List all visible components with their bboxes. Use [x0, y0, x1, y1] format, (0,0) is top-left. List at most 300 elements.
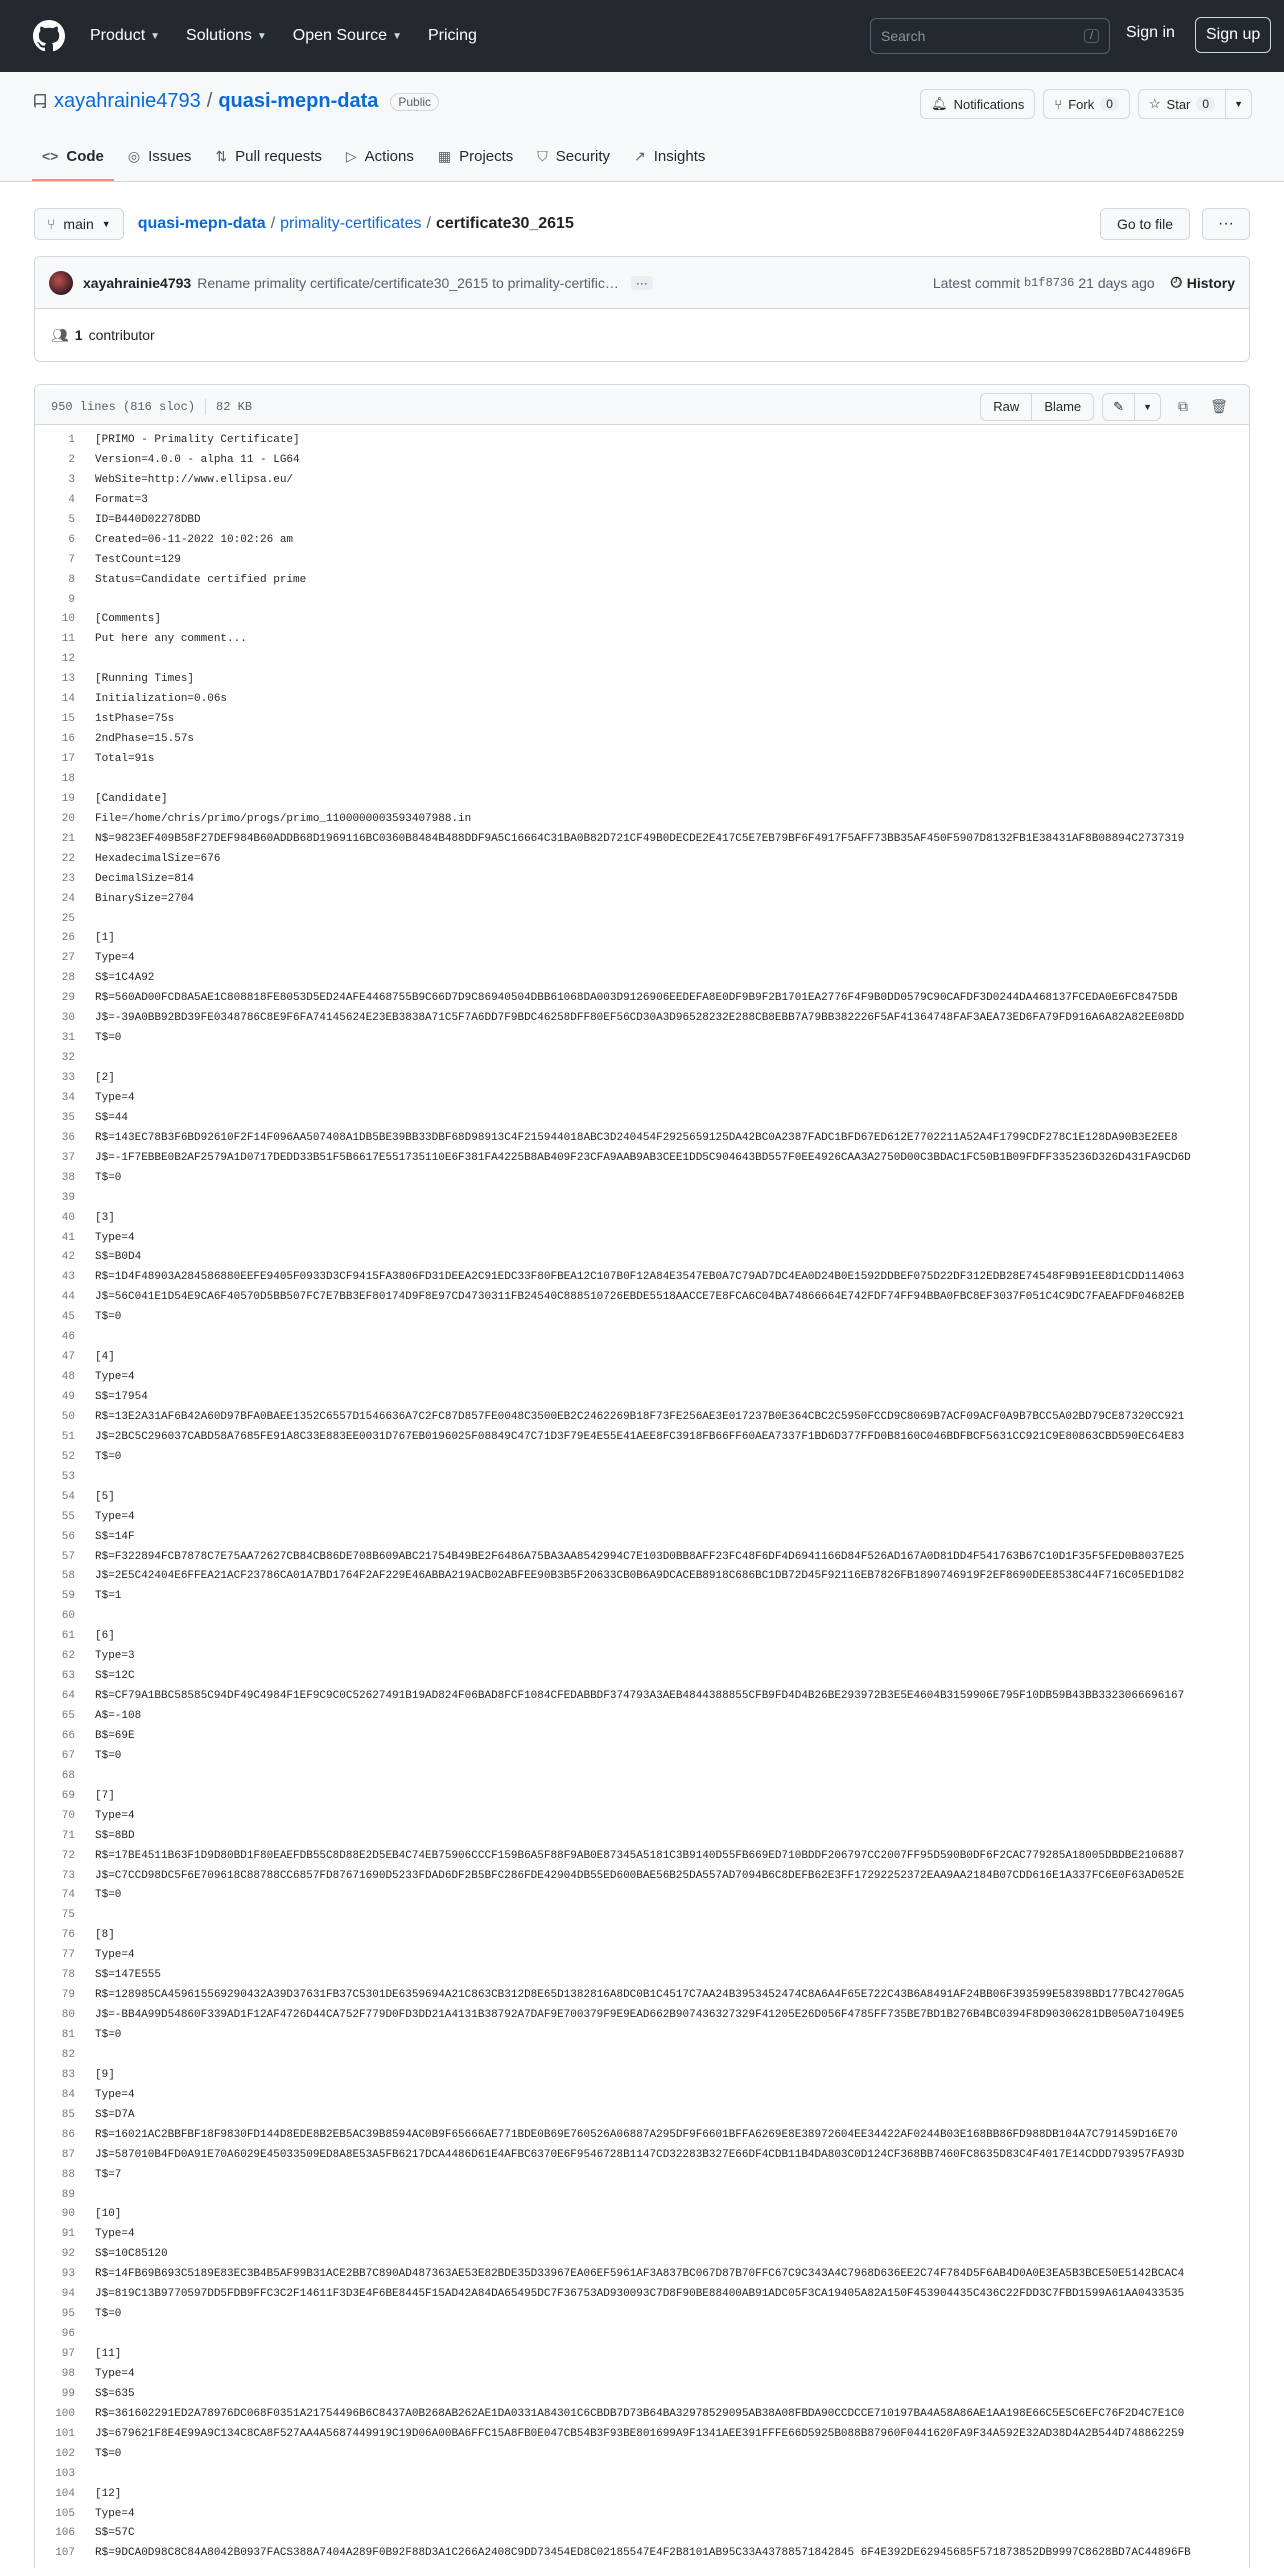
- tab-insights[interactable]: [624, 133, 715, 181]
- line-content: Type=4: [95, 2507, 135, 2520]
- line-number[interactable]: 49: [61, 1391, 75, 1403]
- github-logo-icon[interactable]: [32, 19, 66, 53]
- copy-icon[interactable]: ⧉: [1178, 398, 1188, 414]
- line-number[interactable]: 86: [61, 2128, 75, 2141]
- repo-name-link[interactable]: quasi-mepn-data: [218, 90, 379, 112]
- line-number[interactable]: 37: [61, 1151, 75, 1164]
- line-content: [Comments]: [95, 613, 162, 626]
- repo-tabs: [32, 133, 715, 181]
- code-line: [35, 1348, 1249, 1368]
- code-line: [35, 2544, 1249, 2564]
- line-content: [75, 770, 95, 790]
- line-number[interactable]: 46: [61, 1331, 75, 1344]
- line-number[interactable]: 75: [61, 1909, 75, 1922]
- raw-button[interactable]: Raw: [993, 399, 1020, 414]
- line-content: [Running Times]: [95, 673, 195, 686]
- line-number[interactable]: 97: [61, 2348, 75, 2360]
- code-line: [35, 1847, 1249, 1867]
- line-number[interactable]: 71: [61, 1829, 75, 1842]
- commit-message-link[interactable]: Rename primality certificate/certificate30_2615 to primality-certific…: [197, 274, 619, 291]
- line-number[interactable]: 27: [61, 952, 75, 965]
- repo-actions: [920, 89, 1252, 119]
- line-content: T$=0: [95, 1032, 122, 1045]
- line-content: Version=4.0.0 - alpha 11 - LG64: [95, 453, 300, 466]
- chevron-down-icon: ▼: [392, 30, 402, 42]
- code-line: [35, 1408, 1249, 1428]
- line-number[interactable]: 95: [61, 2308, 75, 2321]
- line-content: S$=8BD: [95, 1829, 135, 1842]
- line-content: R$=9DCA0D98C8C84A8042B0937FACS388A7404A289F0B92F88D3A1C266A2408C9DD73454ED8C02185547E4F2B8101AB95C33A43788571842845 6F4E392DE62945685F571873852DB9997C8628BD7AC44896FB: [95, 2547, 1191, 2560]
- line-number[interactable]: 57: [61, 1550, 75, 1563]
- line-number[interactable]: 93: [61, 2268, 75, 2281]
- commit-meta: [933, 274, 1235, 291]
- code-line: [35, 2285, 1249, 2305]
- line-number[interactable]: 22: [61, 852, 75, 865]
- star-label: Star: [1166, 96, 1191, 112]
- line-number[interactable]: 35: [61, 1111, 75, 1124]
- code-line: [35, 1966, 1249, 1986]
- breadcrumb-folder-link[interactable]: primality-certificates: [280, 215, 422, 232]
- branch-selector[interactable]: [34, 208, 124, 240]
- line-number[interactable]: 59: [61, 1590, 75, 1603]
- line-content: HexadecimalSize=676: [95, 852, 221, 865]
- fork-button[interactable]: [1043, 89, 1130, 119]
- line-number[interactable]: 56: [61, 1530, 75, 1543]
- expand-commit-button[interactable]: ···: [631, 276, 653, 290]
- line-number[interactable]: 82: [61, 2048, 75, 2061]
- code-line: [35, 2046, 1249, 2066]
- line-content: S$=147E555: [95, 1969, 162, 1982]
- line-content: Type=4: [95, 2367, 135, 2380]
- code-line: [35, 2265, 1249, 2285]
- sign-in-link[interactable]: Sign in: [1126, 24, 1175, 41]
- code-line: [35, 1548, 1249, 1568]
- notifications-button[interactable]: [920, 89, 1035, 119]
- line-content: T$=1: [95, 1590, 122, 1603]
- code-line: [35, 790, 1249, 810]
- line-number[interactable]: 92: [61, 2248, 75, 2261]
- code-line: [35, 630, 1249, 650]
- line-content: [8]: [95, 1929, 115, 1942]
- line-content: Created=06-11-2022 10:02:26 am: [95, 533, 294, 546]
- code-line: [35, 2365, 1249, 2385]
- code-line: [35, 2445, 1249, 2465]
- code-line: [35, 690, 1249, 710]
- history-button[interactable]: [1171, 274, 1235, 291]
- tab-pull-requests[interactable]: [205, 133, 331, 181]
- line-number[interactable]: 18: [61, 772, 75, 785]
- line-number[interactable]: 31: [61, 1032, 75, 1045]
- contributors-count: 1: [74, 327, 83, 343]
- line-content: [75, 591, 95, 611]
- code-line: [35, 1009, 1249, 1029]
- line-content: S$=B0D4: [95, 1251, 142, 1264]
- tab-security-label: Security: [555, 147, 610, 165]
- commit-author-link[interactable]: xayahrainie4793: [83, 274, 192, 291]
- code-line: [35, 571, 1249, 591]
- line-number[interactable]: 7: [68, 553, 75, 566]
- line-number[interactable]: 3: [68, 473, 75, 486]
- line-content: Initialization=0.06s: [95, 693, 228, 706]
- file-lines-info: 950 lines (816 sloc): [51, 399, 196, 414]
- code-line: [35, 1886, 1249, 1906]
- breadcrumb-repo-link[interactable]: quasi-mepn-data: [137, 215, 266, 232]
- line-number[interactable]: 98: [61, 2367, 75, 2380]
- line-number[interactable]: 100: [55, 2407, 75, 2420]
- edit-group: [1102, 393, 1161, 421]
- line-content: [75, 1468, 95, 1488]
- line-number[interactable]: 1: [68, 434, 75, 446]
- line-number[interactable]: 91: [61, 2228, 75, 2241]
- line-content: Type=4: [95, 1510, 135, 1523]
- line-number[interactable]: 33: [61, 1072, 75, 1084]
- line-number[interactable]: 32: [61, 1052, 75, 1065]
- code-line: [35, 989, 1249, 1009]
- line-number[interactable]: 94: [61, 2288, 75, 2301]
- code-line: [35, 929, 1249, 949]
- commit-sha-link[interactable]: b1f8736: [1023, 275, 1075, 290]
- line-number[interactable]: 14: [61, 693, 75, 706]
- nav-open-source[interactable]: [293, 27, 402, 45]
- line-content: J$=587010B4FD0A91E70A6029E45033509ED8A8E53A5FB6217DCA4486D61E4AFBC6370E6F9546728B1147CD32283B327E66DF4CDB11B4DA803C0D124CF368BB7460FC8635D83C4F4017E14CDDD793957FA93D: [95, 2148, 1185, 2161]
- line-content: J$=679621F8E4E99A9C134C8CA8F527AA4A5687449919C19D06A00BA6FFC15A8FB0E047CB54B3F93BE801699A9F1341AEE391FFFE66D5925B088B87960F0441620FA9F34A592E32AD38D4A2B544D748862259: [95, 2427, 1185, 2440]
- line-content: S$=14F: [95, 1530, 135, 1543]
- line-content: T$=0: [95, 1311, 122, 1324]
- line-number[interactable]: 17: [61, 753, 75, 765]
- line-number[interactable]: 78: [61, 1969, 75, 1982]
- breadcrumb-row: [34, 208, 1250, 240]
- line-number[interactable]: 84: [61, 2088, 75, 2101]
- line-number[interactable]: 40: [61, 1211, 75, 1224]
- code-line: [35, 2245, 1249, 2265]
- line-number[interactable]: 102: [55, 2447, 75, 2460]
- line-number[interactable]: 69: [61, 1789, 75, 1802]
- chevron-down-icon[interactable]: ▼: [1134, 394, 1160, 420]
- branch-icon: ⑂: [47, 216, 56, 232]
- line-number[interactable]: 19: [61, 792, 75, 805]
- line-content: R$=14FB69B693C5189E83EC3B4B5AF99B31ACE2BB7C890AD487363AE53E82BDE35D33967EA06EF5961AF3A837BC067D87B70FFC67C9C343A4C7968D636EE2C74F784D5F6AB4D0A0E3EA5B3BCE50E5142BCAC4: [95, 2268, 1185, 2281]
- fork-label: Fork: [1068, 96, 1095, 112]
- search-input[interactable]: [870, 18, 1110, 54]
- nav-product-label: Product: [90, 27, 146, 44]
- go-to-file-button[interactable]: Go to file: [1100, 208, 1190, 240]
- file-viewer: [34, 384, 1250, 2568]
- line-number[interactable]: 12: [61, 653, 75, 666]
- nav-pricing[interactable]: [428, 27, 477, 45]
- tab-issues[interactable]: [118, 133, 202, 181]
- line-content: J$=-1F7EBBE0B2AF2579A1D0717DEDD33B51F5B6617E551735110E6F381FA4225B8AB409F23CFA9AAB9AB3CEE1DD5C904643BD557F0EE4926CAA3A2750D00C3BDAC1FC50B1B09FDFF335236D326D431FA9CD6D: [95, 1151, 1191, 1164]
- line-content: [4]: [95, 1351, 115, 1364]
- line-content: J$=2E5C42404E6FFEA21ACF23786CA01A7BD1764F2AF229E46ABBA219ACB02ABFEE90B3B5F20633CB0B6A9DCACEB8918C686BC1DB72D45F92116EB7826FB1890746919F2EF8690DEE8538C44F716C05ED1D82: [95, 1570, 1185, 1583]
- code-line: [35, 1109, 1249, 1129]
- code-line: [35, 1807, 1249, 1827]
- line-number[interactable]: 41: [61, 1231, 75, 1244]
- line-content: T$=0: [95, 2308, 122, 2321]
- line-content: BinarySize=2704: [95, 892, 195, 905]
- tab-insights-label: Insights: [653, 147, 706, 165]
- code-line: [35, 1707, 1249, 1727]
- line-number[interactable]: 104: [55, 2487, 75, 2500]
- line-number[interactable]: 54: [61, 1490, 75, 1503]
- code-line: [35, 1727, 1249, 1747]
- line-number[interactable]: 28: [61, 972, 75, 985]
- line-content: R$=F322894FCB7878C7E75AA72627CB84CB86DE708B609ABC21754B49BE2F6486A75BA3AA8542994C7E103D0BB8AFF23FC48F6DF4D6941166D84F526AD167A0D81DD4F541763B67C10D1F35F5FED0B8037E25: [95, 1550, 1185, 1563]
- blame-button[interactable]: Blame: [1031, 394, 1093, 420]
- line-number[interactable]: 55: [61, 1510, 75, 1523]
- nav-solutions[interactable]: [186, 27, 267, 45]
- code-line: [35, 2405, 1249, 2425]
- breadcrumb-separator: /: [426, 215, 431, 232]
- line-number[interactable]: 74: [61, 1889, 75, 1902]
- line-number[interactable]: 50: [61, 1410, 75, 1423]
- code-line: [35, 1687, 1249, 1707]
- line-content: Type=4: [95, 1231, 135, 1244]
- line-number[interactable]: 51: [61, 1430, 75, 1443]
- line-number[interactable]: 53: [61, 1470, 75, 1483]
- line-number[interactable]: 61: [61, 1630, 75, 1643]
- star-button[interactable]: [1138, 89, 1226, 119]
- line-number[interactable]: 96: [61, 2328, 75, 2341]
- line-content: J$=56C041E1D54E9CA6F40570D5BB507FC7E7BB3EF80174D9F8E97CD4730311FB24540C888510726EBDE5518AACCE7E8FCA6C04BA74866664E742FDF74FF94BBA0FBC8EF3037F051C4C9DC7FAEAFDF04682EB: [95, 1291, 1185, 1304]
- code-line: [35, 1089, 1249, 1109]
- line-content: Type=4: [95, 1809, 135, 1822]
- line-content: T$=0: [95, 2447, 122, 2460]
- tab-security[interactable]: [527, 133, 620, 181]
- line-number[interactable]: 52: [61, 1450, 75, 1463]
- line-content: [1]: [95, 932, 115, 945]
- line-number[interactable]: 47: [61, 1351, 75, 1364]
- line-content: Put here any comment...: [95, 633, 247, 646]
- repo-owner-link[interactable]: xayahrainie4793: [54, 90, 201, 112]
- file-header: [35, 389, 1249, 425]
- breadcrumb-file-name: certificate30_2615: [435, 215, 574, 232]
- line-number[interactable]: 13: [61, 673, 75, 686]
- line-number[interactable]: 10: [61, 613, 75, 626]
- more-options-button[interactable]: ···: [1202, 208, 1250, 240]
- chevron-down-icon: ▼: [1234, 99, 1243, 109]
- line-content: [75, 1767, 95, 1787]
- tab-actions-label: Actions: [364, 147, 414, 165]
- code-line: [35, 2345, 1249, 2365]
- line-number[interactable]: 88: [61, 2168, 75, 2181]
- line-number[interactable]: 42: [61, 1251, 75, 1264]
- line-number[interactable]: 8: [68, 573, 75, 586]
- code-line: [35, 670, 1249, 690]
- line-number[interactable]: 105: [55, 2507, 75, 2520]
- line-content: R$=560AD00FCD8A5AE1C808818FE8053D5ED24AFE4468755B9C66D7D9C86940504DBB61068DA003D9126906EEDEFA8E0DF9B9F2B1701EA2776F4F9B0DD0579C90CAFDF3D0244DA468137FCEDA0E6FC8475DB: [95, 992, 1178, 1005]
- line-number[interactable]: 80: [61, 2009, 75, 2022]
- chevron-down-icon: ▼: [101, 219, 111, 229]
- line-number[interactable]: 15: [61, 713, 75, 726]
- line-number[interactable]: 16: [61, 733, 75, 746]
- line-number[interactable]: 44: [61, 1291, 75, 1304]
- code-line: [35, 850, 1249, 870]
- line-content: Format=3: [95, 493, 148, 506]
- line-number[interactable]: 29: [61, 992, 75, 1005]
- commit-time: 21 days ago: [1078, 274, 1155, 291]
- line-number[interactable]: 65: [61, 1710, 75, 1722]
- global-nav: [90, 27, 477, 45]
- line-content: S$=44: [95, 1111, 129, 1124]
- branch-name: main: [63, 216, 94, 232]
- line-number[interactable]: 34: [61, 1091, 75, 1104]
- line-content: R$=361602291ED2A78976DC068F0351A21754496B6C8437A0B268AB262AE1DA0331A84301C6CBDB7D73B64BA32978529095AB38A08FBDA90CCDCCE710197BA4A58A86AE1AA198E66C5E5C6EFC76F2D4C7E1C0: [95, 2407, 1185, 2420]
- line-number[interactable]: 68: [61, 1769, 75, 1782]
- line-number[interactable]: 89: [61, 2188, 75, 2201]
- avatar[interactable]: [49, 271, 73, 295]
- line-content: [75, 1607, 95, 1627]
- code-line: [35, 1049, 1249, 1069]
- line-number[interactable]: 79: [61, 1989, 75, 2002]
- code-line: [35, 750, 1249, 770]
- pencil-icon[interactable]: ✎: [1113, 398, 1125, 414]
- line-content: J$=2BC5C296037CABD58A7685FE91A8C33E883EE0031D767EB0196025F08849C47C71D3F79E4E55E41AEE8FC3918FB66FF60AEA7337F1BD6D377FFD0B8160C046BDFBCF5631CC921C9E80863CBD590EC64E83: [95, 1430, 1185, 1443]
- code-line: [35, 949, 1249, 969]
- code-line: [35, 890, 1249, 910]
- line-content: [75, 2186, 95, 2206]
- line-number[interactable]: 26: [61, 932, 75, 945]
- line-number[interactable]: 9: [68, 593, 75, 606]
- line-number[interactable]: 85: [61, 2108, 75, 2121]
- line-content: S$=17954: [95, 1391, 148, 1403]
- line-content: S$=57C: [95, 2527, 135, 2540]
- line-content: [10]: [95, 2208, 122, 2221]
- code-line: [35, 1209, 1249, 1229]
- line-number[interactable]: 83: [61, 2068, 75, 2081]
- line-number[interactable]: 4: [68, 493, 75, 506]
- tab-code[interactable]: [32, 133, 114, 181]
- contributors-row[interactable]: [35, 309, 1249, 361]
- code-line: [35, 1328, 1249, 1348]
- line-content: [2]: [95, 1072, 115, 1084]
- code-line: [35, 1428, 1249, 1448]
- line-number[interactable]: 30: [61, 1012, 75, 1025]
- line-number[interactable]: 107: [55, 2547, 75, 2560]
- line-content: B$=69E: [95, 1729, 135, 1742]
- line-number[interactable]: 60: [61, 1610, 75, 1623]
- line-number[interactable]: 45: [61, 1311, 75, 1324]
- line-content: Type=3: [95, 1650, 135, 1663]
- line-content: [11]: [95, 2348, 122, 2360]
- repo-separator: /: [206, 90, 213, 112]
- code-line: [35, 1667, 1249, 1687]
- nav-open-source-label: Open Source: [292, 27, 388, 44]
- line-number[interactable]: 48: [61, 1371, 75, 1384]
- breadcrumb: [138, 215, 574, 233]
- line-content: File=/home/chris/primo/progs/primo_1100000003593407988.in: [95, 812, 472, 825]
- contributors-label: contributor: [88, 327, 155, 343]
- code-line: [35, 1528, 1249, 1548]
- tab-actions[interactable]: [336, 133, 424, 181]
- history-icon: 🕘︎: [1170, 274, 1182, 290]
- line-content: Type=4: [95, 2088, 135, 2101]
- line-content: Status=Candidate certified prime: [95, 573, 307, 586]
- code-line: [35, 2146, 1249, 2166]
- line-content: [75, 2046, 95, 2066]
- code-line: [35, 1986, 1249, 2006]
- line-number[interactable]: 58: [61, 1570, 75, 1583]
- code-line: [35, 1268, 1249, 1288]
- nav-product[interactable]: [90, 27, 160, 45]
- line-content: Type=4: [95, 1371, 135, 1384]
- code-icon: <>: [42, 148, 59, 164]
- line-number[interactable]: 11: [61, 633, 75, 646]
- line-number[interactable]: 67: [61, 1749, 75, 1762]
- line-number[interactable]: 66: [61, 1729, 75, 1742]
- code-line: [35, 2305, 1249, 2325]
- line-number[interactable]: 99: [61, 2387, 75, 2400]
- line-number[interactable]: 25: [61, 912, 75, 925]
- code-line: [35, 1587, 1249, 1607]
- line-content: [75, 1906, 95, 1926]
- line-number[interactable]: 2: [68, 453, 75, 466]
- code-line: [35, 2225, 1249, 2245]
- line-number[interactable]: 62: [61, 1650, 75, 1663]
- history-label: History: [1186, 274, 1235, 291]
- line-number[interactable]: 81: [61, 2029, 75, 2041]
- star-dropdown-button[interactable]: [1226, 89, 1252, 119]
- line-number[interactable]: 5: [68, 513, 75, 526]
- repo-icon: [32, 94, 48, 110]
- line-number[interactable]: 103: [55, 2467, 75, 2480]
- line-number[interactable]: 36: [61, 1131, 75, 1144]
- line-number[interactable]: 106: [55, 2527, 75, 2540]
- table-icon: ▦: [437, 147, 452, 164]
- code-line: [35, 1388, 1249, 1408]
- line-content: [75, 650, 95, 670]
- line-content: A$=-108: [95, 1710, 142, 1722]
- line-number[interactable]: 38: [61, 1171, 75, 1184]
- line-number[interactable]: 90: [61, 2208, 75, 2221]
- code-line: [35, 2465, 1249, 2485]
- code-line: [35, 1747, 1249, 1767]
- line-number[interactable]: 70: [61, 1809, 75, 1822]
- line-number[interactable]: 77: [61, 1949, 75, 1962]
- pull-request-icon: ⇅: [215, 147, 228, 164]
- line-number[interactable]: 72: [61, 1849, 75, 1862]
- line-content: [Candidate]: [95, 792, 168, 805]
- line-content: N$=9823EF409B58F27DEF984B60ADDB68D1969116BC0360B8484B488DDF9A5C16664C31BA0B82D721CF49B0DECDE2E417C5E7EB79BF6F4917F5AFF73BB35AF450F5907D8132FB1E38431AF8B08894C2737319: [95, 832, 1185, 845]
- line-number[interactable]: 24: [61, 892, 75, 905]
- line-content: [3]: [95, 1211, 115, 1224]
- line-number[interactable]: 87: [61, 2148, 75, 2161]
- tab-projects[interactable]: [428, 133, 523, 181]
- line-number[interactable]: 23: [61, 872, 75, 885]
- line-number[interactable]: 6: [68, 533, 75, 546]
- line-number[interactable]: 76: [61, 1929, 75, 1942]
- line-number[interactable]: 21: [61, 832, 75, 845]
- notifications-label: Notifications: [953, 96, 1025, 112]
- line-number[interactable]: 43: [61, 1271, 75, 1284]
- line-number[interactable]: 73: [61, 1869, 75, 1882]
- line-content: T$=0: [95, 1450, 122, 1463]
- latest-commit-label: Latest commit: [932, 274, 1020, 291]
- line-number[interactable]: 63: [61, 1670, 75, 1683]
- code-line: [35, 431, 1249, 451]
- tab-issues-label: Issues: [148, 147, 192, 165]
- line-number[interactable]: 64: [61, 1690, 75, 1703]
- line-number[interactable]: 20: [61, 812, 75, 825]
- visibility-badge: Public: [390, 93, 439, 111]
- line-number[interactable]: 39: [61, 1191, 75, 1204]
- trash-icon[interactable]: 🗑︎: [1210, 398, 1228, 414]
- line-content: [75, 1328, 95, 1348]
- line-number[interactable]: 101: [55, 2427, 75, 2440]
- code-line: [35, 1827, 1249, 1847]
- code-line: [35, 1029, 1249, 1049]
- sign-up-button[interactable]: Sign up: [1195, 17, 1271, 53]
- code-line: [35, 591, 1249, 611]
